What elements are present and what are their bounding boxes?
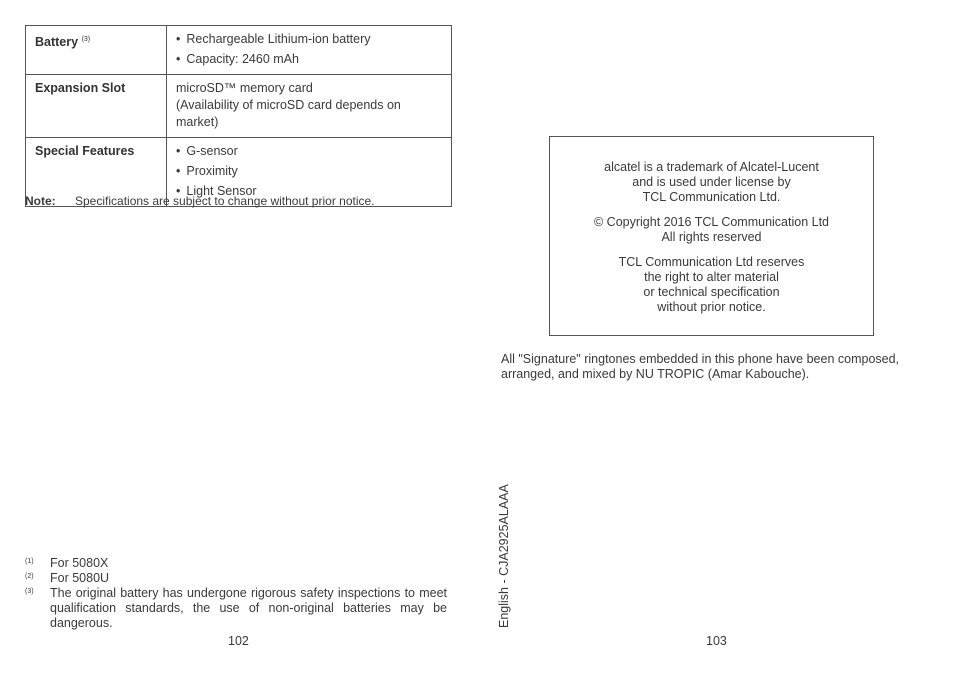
footnote-text: The original battery has undergone rigorous safety inspections to meet qualification standards, the use of non-original batteries may be dangerous. [50, 586, 447, 630]
note-text: Specifications are subject to change without prior notice. [75, 194, 375, 208]
spec-line: (Availability of microSD card depends on market) [176, 98, 401, 129]
table-row [26, 26, 452, 75]
footnote-marker: (1) [25, 558, 34, 565]
footnote-marker: (3) [25, 588, 34, 595]
trademark-notice: alcatel is a trademark of Alcatel-Lucent and is used under license by TCL Communication Ltd. [604, 160, 819, 204]
footnote-ref: (3) [81, 36, 91, 43]
page-number: 103 [706, 634, 727, 648]
footnote [25, 571, 447, 586]
note [25, 194, 375, 208]
specifications-table [25, 25, 452, 207]
list-item: • Capacity: 2460 mAh [176, 51, 445, 68]
footnote-text: For 5080X [50, 556, 109, 570]
table-row [26, 75, 452, 138]
footnote [25, 556, 447, 571]
copyright-notice: © Copyright 2016 TCL Communication Ltd All rights reserved [593, 215, 830, 244]
list-item: • G-sensor [176, 143, 445, 160]
spec-line: microSD™ memory card [176, 81, 313, 95]
footnote-text: For 5080U [50, 571, 110, 585]
footnote-marker: (2) [25, 573, 34, 580]
footnotes [25, 556, 447, 631]
list-item: • Proximity [176, 163, 445, 180]
legal-notice-box [549, 136, 874, 336]
spec-value-battery [167, 26, 452, 75]
footnote [25, 586, 447, 631]
reserves-notice: TCL Communication Ltd reserves the right to alter material or technical specification without prior notice. [618, 255, 805, 314]
list-item: • Light Sensor [176, 183, 445, 200]
spec-value-expansion-slot [167, 75, 452, 138]
spec-label-special-features: Special Features [26, 138, 167, 207]
spec-label-expansion-slot: Expansion Slot [26, 75, 167, 138]
ringtones-credit: All "Signature" ringtones embedded in this phone have been composed, arranged, and mixed by NU TROPIC (Amar Kabouche). [501, 352, 900, 381]
spec-label-battery: Battery $^{(3)}$ [26, 26, 167, 75]
document-code: English - CJA2925ALAAA [497, 484, 511, 628]
note-label: Note: [25, 194, 56, 208]
page-number: 102 [228, 634, 249, 648]
bullet-list [176, 143, 445, 200]
page-right [477, 0, 954, 678]
bullet-list [176, 31, 445, 68]
list-item: • Rechargeable Lithium-ion battery [176, 31, 445, 48]
